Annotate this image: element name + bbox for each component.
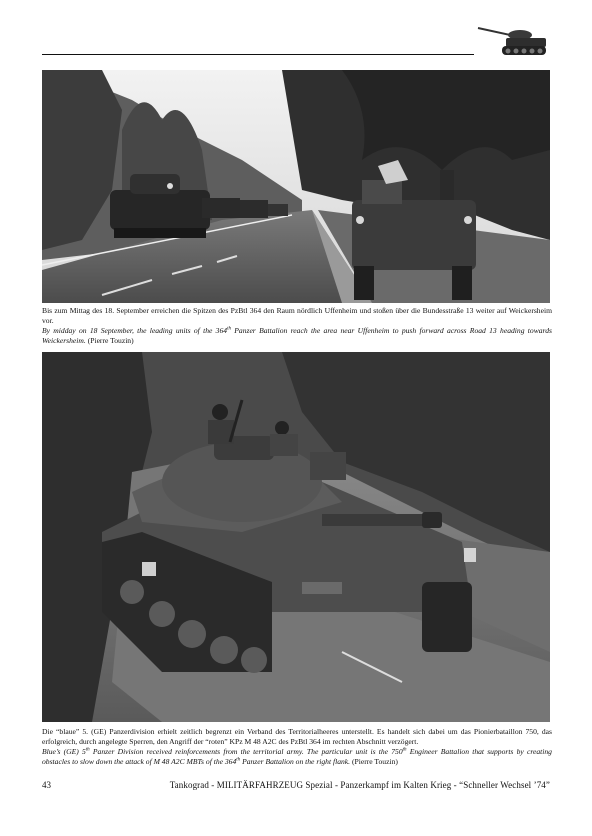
caption-top-credit: (Pierre Touzin) xyxy=(87,336,134,345)
photo-m48-tank-forest-road xyxy=(42,352,550,722)
photo-tank-column-on-road xyxy=(42,70,550,303)
caption-top xyxy=(42,306,552,346)
header-rule xyxy=(42,54,474,55)
tank-logo-icon xyxy=(476,18,550,60)
caption-bottom-german: Die “blaue” 5. (GE) Panzerdivision erhielt zeitlich begrenzt ein Verband des Territorialheeres unterstellt. Es handelt sich dabei um das Pionierbataillon 750, das erfolgreich, durch angelegte Sperren, den Angriff der “roten” KPz M 48 A2C des PzBtl 364 im rechten Abschnitt verzögert. xyxy=(42,727,552,746)
caption-top-german: Bis zum Mittag des 18. September erreichen die Spitzen des PzBtl 364 den Raum nördlich Uffenheim und stoßen über die Bundesstraße 13 weiter auf Weickersheim vor. xyxy=(42,306,552,325)
caption-top-english: By midday on 18 September, the leading units of the 364th Panzer Battalion reach the area near Uffenheim to push forward across Road 13 heading towards Weickersheim. (Pierre Touzin) xyxy=(42,326,552,345)
page-number: 43 xyxy=(42,780,51,790)
caption-bottom xyxy=(42,727,552,767)
running-footer: Tankograd - MILITÄRFAHRZEUG Spezial - Panzerkampf im Kalten Krieg - “Schneller Wechsel ’74” xyxy=(169,780,550,790)
caption-bottom-credit: (Pierre Touzin) xyxy=(351,757,398,766)
caption-bottom-english: Blue’s (GE) 5th Panzer Division received reinforcements from the territorial army. The particular unit is the 750th Engineer Battalion that supports by creating obstacles to slow down the attack of M 48 A2C MBTs of the 364th Panzer Battalion on the right flank. (Pierre Touzin) xyxy=(42,747,552,766)
